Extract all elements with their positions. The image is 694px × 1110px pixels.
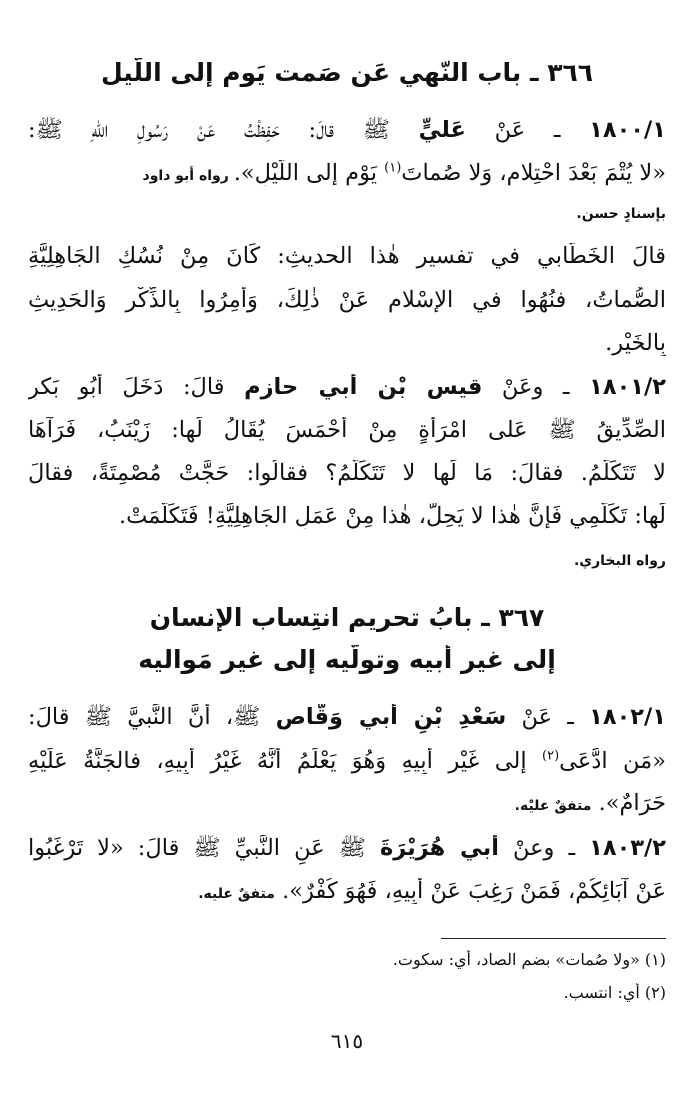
khattabi-line-3: بِالخَيْرِ.	[605, 330, 666, 356]
page-number: ٦١٥	[330, 1029, 364, 1053]
hadith-text: ﷺ عَنِ النَّبيِّ ﷺ قالَ: «لا تَرْغَبُوا	[28, 835, 380, 861]
hadith-1800-line-1	[28, 117, 666, 149]
hadith-text: ـ وعَنْ	[482, 374, 590, 400]
hadith-1801-line-3: لا تَتَكَلَّمُ. فقالَ: مَا لَها لا تَتَكَلَّمُ؟ فقالُوا: حَجَّتْ مُصْمِتَةً، فقالَ	[28, 460, 666, 486]
hadith-1803-line-1	[28, 835, 666, 867]
footnote-2: (٢) أي: انتسب.	[563, 983, 666, 1002]
footnote-1: (١) «ولا صُمات» بضم الصاد، أي: سكوت.	[392, 950, 666, 969]
hadith-text: ـ وعنْ	[498, 835, 590, 861]
hadith-source: متفقٌ عليْه.	[514, 798, 592, 814]
hadith-text: ﷺ قالَ: حَفِظْتُ عَنْ رَسُولِ اللهِ ﷺ:	[28, 117, 419, 143]
hadith-text: حَرَامٌ».	[591, 790, 666, 816]
footnote-ref-1: (١)	[384, 160, 402, 176]
hadith-text: يَوْمٍ إلى اللَّيْلِ».	[233, 160, 385, 186]
chapter-367-heading-2: إلى غير أبيه وتولّيه إلى غير مَواليه	[138, 645, 556, 674]
hadith-1803-number: ١٨٠٣/٢	[589, 835, 666, 861]
hadith-1802-line-2	[28, 748, 666, 774]
hadith-1803-line-2	[28, 878, 666, 904]
footnote-ref-2: (٢)	[542, 748, 560, 764]
hadith-1800-source: بإسنادٍ حسن.	[576, 206, 666, 222]
chapter-367-heading-1: ٣٦٧ ـ بابُ تحريم انتِساب الإنسان	[149, 603, 545, 632]
hadith-text: «لا يُتْمَ بَعْدَ احْتِلامٍ، وَلا صُماتَ	[401, 160, 666, 186]
narrator-name: عَليٍّ	[418, 117, 466, 143]
hadith-text: ـ عَنْ	[465, 117, 590, 143]
narrator-name: قيسِ بْنِ أبي حازم	[244, 374, 483, 400]
hadith-1802-number: ١٨٠٢/١	[589, 704, 666, 730]
hadith-1801-number: ١٨٠١/٢	[589, 374, 666, 400]
narrator-name: سَعْدِ بْنِ أَبي وَقَّاص	[275, 704, 507, 730]
hadith-text: «مَنِ ادَّعَى	[559, 748, 666, 774]
hadith-text: ـ عَنْ	[506, 704, 590, 730]
hadith-text: ﷺ، أنَّ النَّبيَّ ﷺ قالَ:	[28, 704, 276, 730]
hadith-1801-line-2: الصِّدِّيقُ ﷺ عَلى امْرَأةٍ مِنْ أَحْمَسَ يُقَالُ لَها: زَيْنَبُ، فَرَآهَا	[28, 417, 666, 443]
khattabi-line-2: الصُّماتُ، فنُهُوا في الإسْلامِ عَنْ ذٰلِكَ، وَأُمِرُوا بِالذِّكْرِ وَالحَدِيثِ	[28, 287, 666, 313]
hadith-1802-line-3	[28, 790, 666, 816]
hadith-text: إلى غَيْرِ أَبِيهِ وَهُوَ يَعْلَمُ أَنَّهُ غَيْرُ أَبِيهِ، فالجَنَّةُ عَلَيْهِ	[28, 748, 543, 774]
narrator-name: أَبي هُرَيْرَةَ	[379, 835, 499, 861]
hadith-source: رواه أبو داود	[142, 168, 234, 184]
hadith-1802-line-1	[28, 704, 666, 736]
hadith-1800-number: ١٨٠٠/١	[589, 117, 666, 143]
hadith-1801-line-4: لَها: تَكَلَّمِي فَإنَّ هٰذا لا يَحِلُّ، هٰذا مِنْ عَمَلِ الجَاهِلِيَّةِ! فَتَكَلَّمَتْ.	[118, 503, 666, 529]
hadith-1801-source: رواه البخاري.	[573, 553, 666, 569]
hadith-source: متفقٌ عليه.	[198, 886, 275, 902]
hadith-1800-line-2	[28, 160, 666, 186]
hadith-text: عَنْ آبَائِكُمْ، فَمَنْ رَغِبَ عَنْ أَبِيهِ، فَهُوَ كُفْرٌ».	[274, 878, 666, 904]
footnote-divider	[441, 938, 666, 939]
hadith-text: قالَ: دَخَلَ أَبُو بَكرٍ	[28, 374, 245, 400]
chapter-366-heading: ٣٦٦ ـ باب النّهي عَن صَمت يَوم إلى اللّيل	[100, 58, 594, 87]
hadith-1801-line-1	[28, 374, 666, 400]
khattabi-line-1: قالَ الخَطَّابي في تفسيرِ هٰذا الحديثِ: كَانَ مِنْ نُسُكِ الجَاهِلِيَّةِ	[28, 243, 666, 269]
